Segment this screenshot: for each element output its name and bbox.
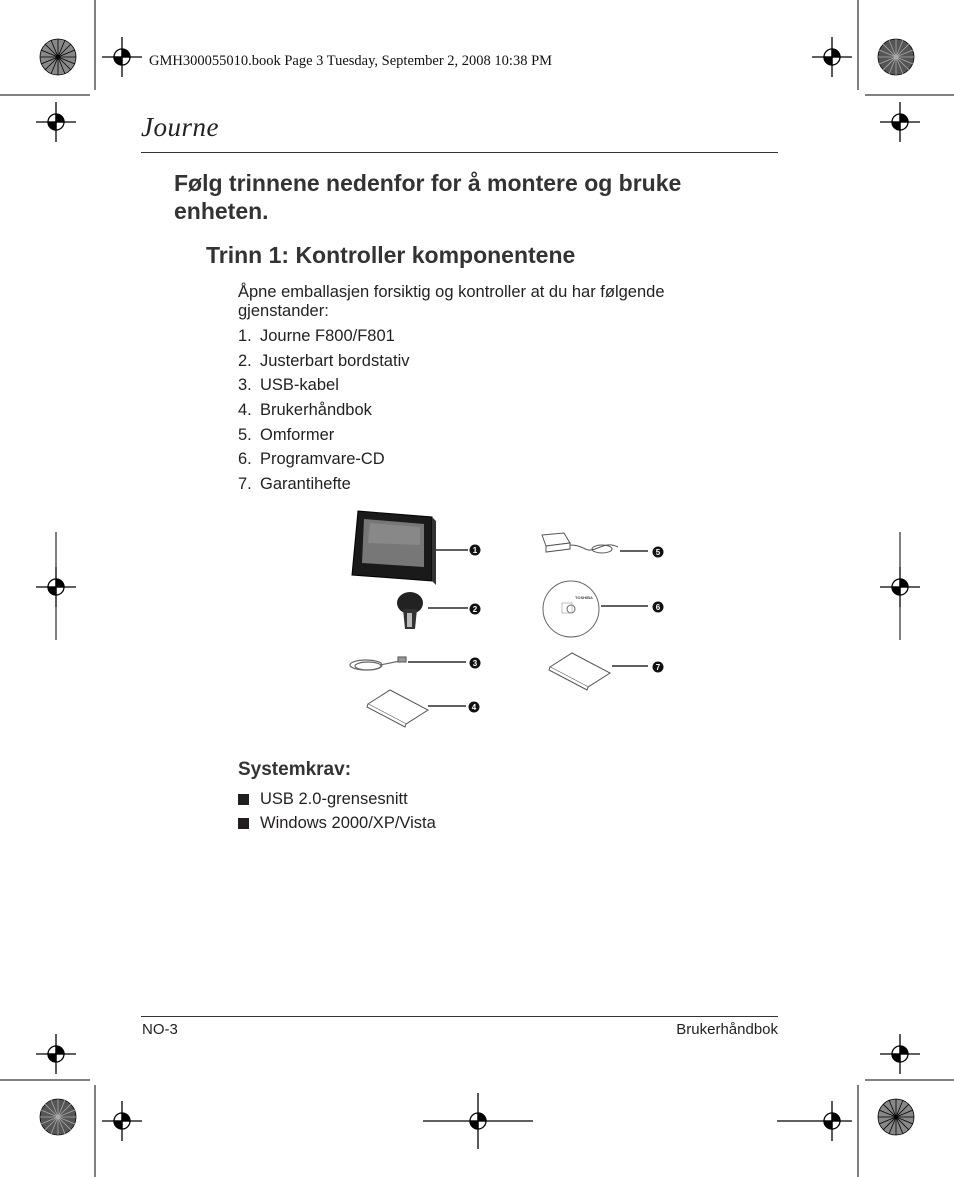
list-item: 2. Justerbart bordstativ (238, 351, 410, 370)
list-item: Windows 2000/XP/Vista (238, 812, 436, 837)
svg-text:5: 5 (655, 548, 661, 557)
software-cd-image (543, 581, 599, 637)
svg-text:7: 7 (655, 663, 661, 672)
svg-text:3: 3 (472, 659, 478, 668)
svg-text:1: 1 (472, 546, 478, 555)
callout-1 (470, 545, 481, 556)
footer-rule (141, 1016, 778, 1017)
bullet-square-icon (238, 794, 249, 805)
callout-6 (653, 602, 664, 613)
step-heading: Trinn 1: Kontroller komponentene (206, 242, 576, 268)
page-number: NO-3 (142, 1021, 178, 1038)
components-illustration (340, 505, 680, 730)
callout-3 (470, 658, 481, 669)
svg-text:4: 4 (471, 703, 477, 712)
print-header: GMH300055010.book Page 3 Tuesday, September 2, 2008 10:38 PM (149, 53, 553, 69)
list-item: 7. Garantihefte (238, 475, 351, 494)
cd-label: TOSHIBA (575, 595, 593, 600)
component-list (238, 327, 409, 500)
list-item: 6. Programvare-CD (238, 450, 385, 469)
journe-logo: Journe (141, 112, 219, 142)
svg-text:6: 6 (655, 603, 661, 612)
bullet-square-icon (238, 818, 249, 829)
system-requirements-heading: Systemkrav: (238, 759, 352, 780)
desk-stand-image (397, 592, 423, 629)
footer-title: Brukerhåndbok (676, 1021, 778, 1038)
callout-4 (469, 702, 480, 713)
callout-7 (653, 662, 664, 673)
svg-text:2: 2 (472, 605, 478, 614)
list-item: 5. Omformer (238, 425, 335, 444)
usb-cable-image (350, 657, 406, 670)
user-manual-image (367, 690, 428, 727)
warranty-booklet-image (549, 653, 610, 690)
power-adapter-image (542, 533, 618, 553)
photo-frame-image (352, 511, 436, 585)
list-item: 4. Brukerhåndbok (238, 401, 372, 420)
intro-text: Åpne emballasjen forsiktig og kontroller at du har følgende gjenstander: (238, 283, 665, 320)
list-item: 3. USB-kabel (238, 376, 339, 395)
requirements-list (238, 787, 436, 836)
list-item: USB 2.0-grensesnitt (238, 787, 436, 812)
callout-5 (653, 547, 664, 558)
header-rule (141, 152, 778, 153)
page-title: Følg trinnene nedenfor for å montere og bruke enheten. (174, 170, 682, 224)
list-item: 1. Journe F800/F801 (238, 327, 395, 345)
callout-2 (470, 604, 481, 615)
